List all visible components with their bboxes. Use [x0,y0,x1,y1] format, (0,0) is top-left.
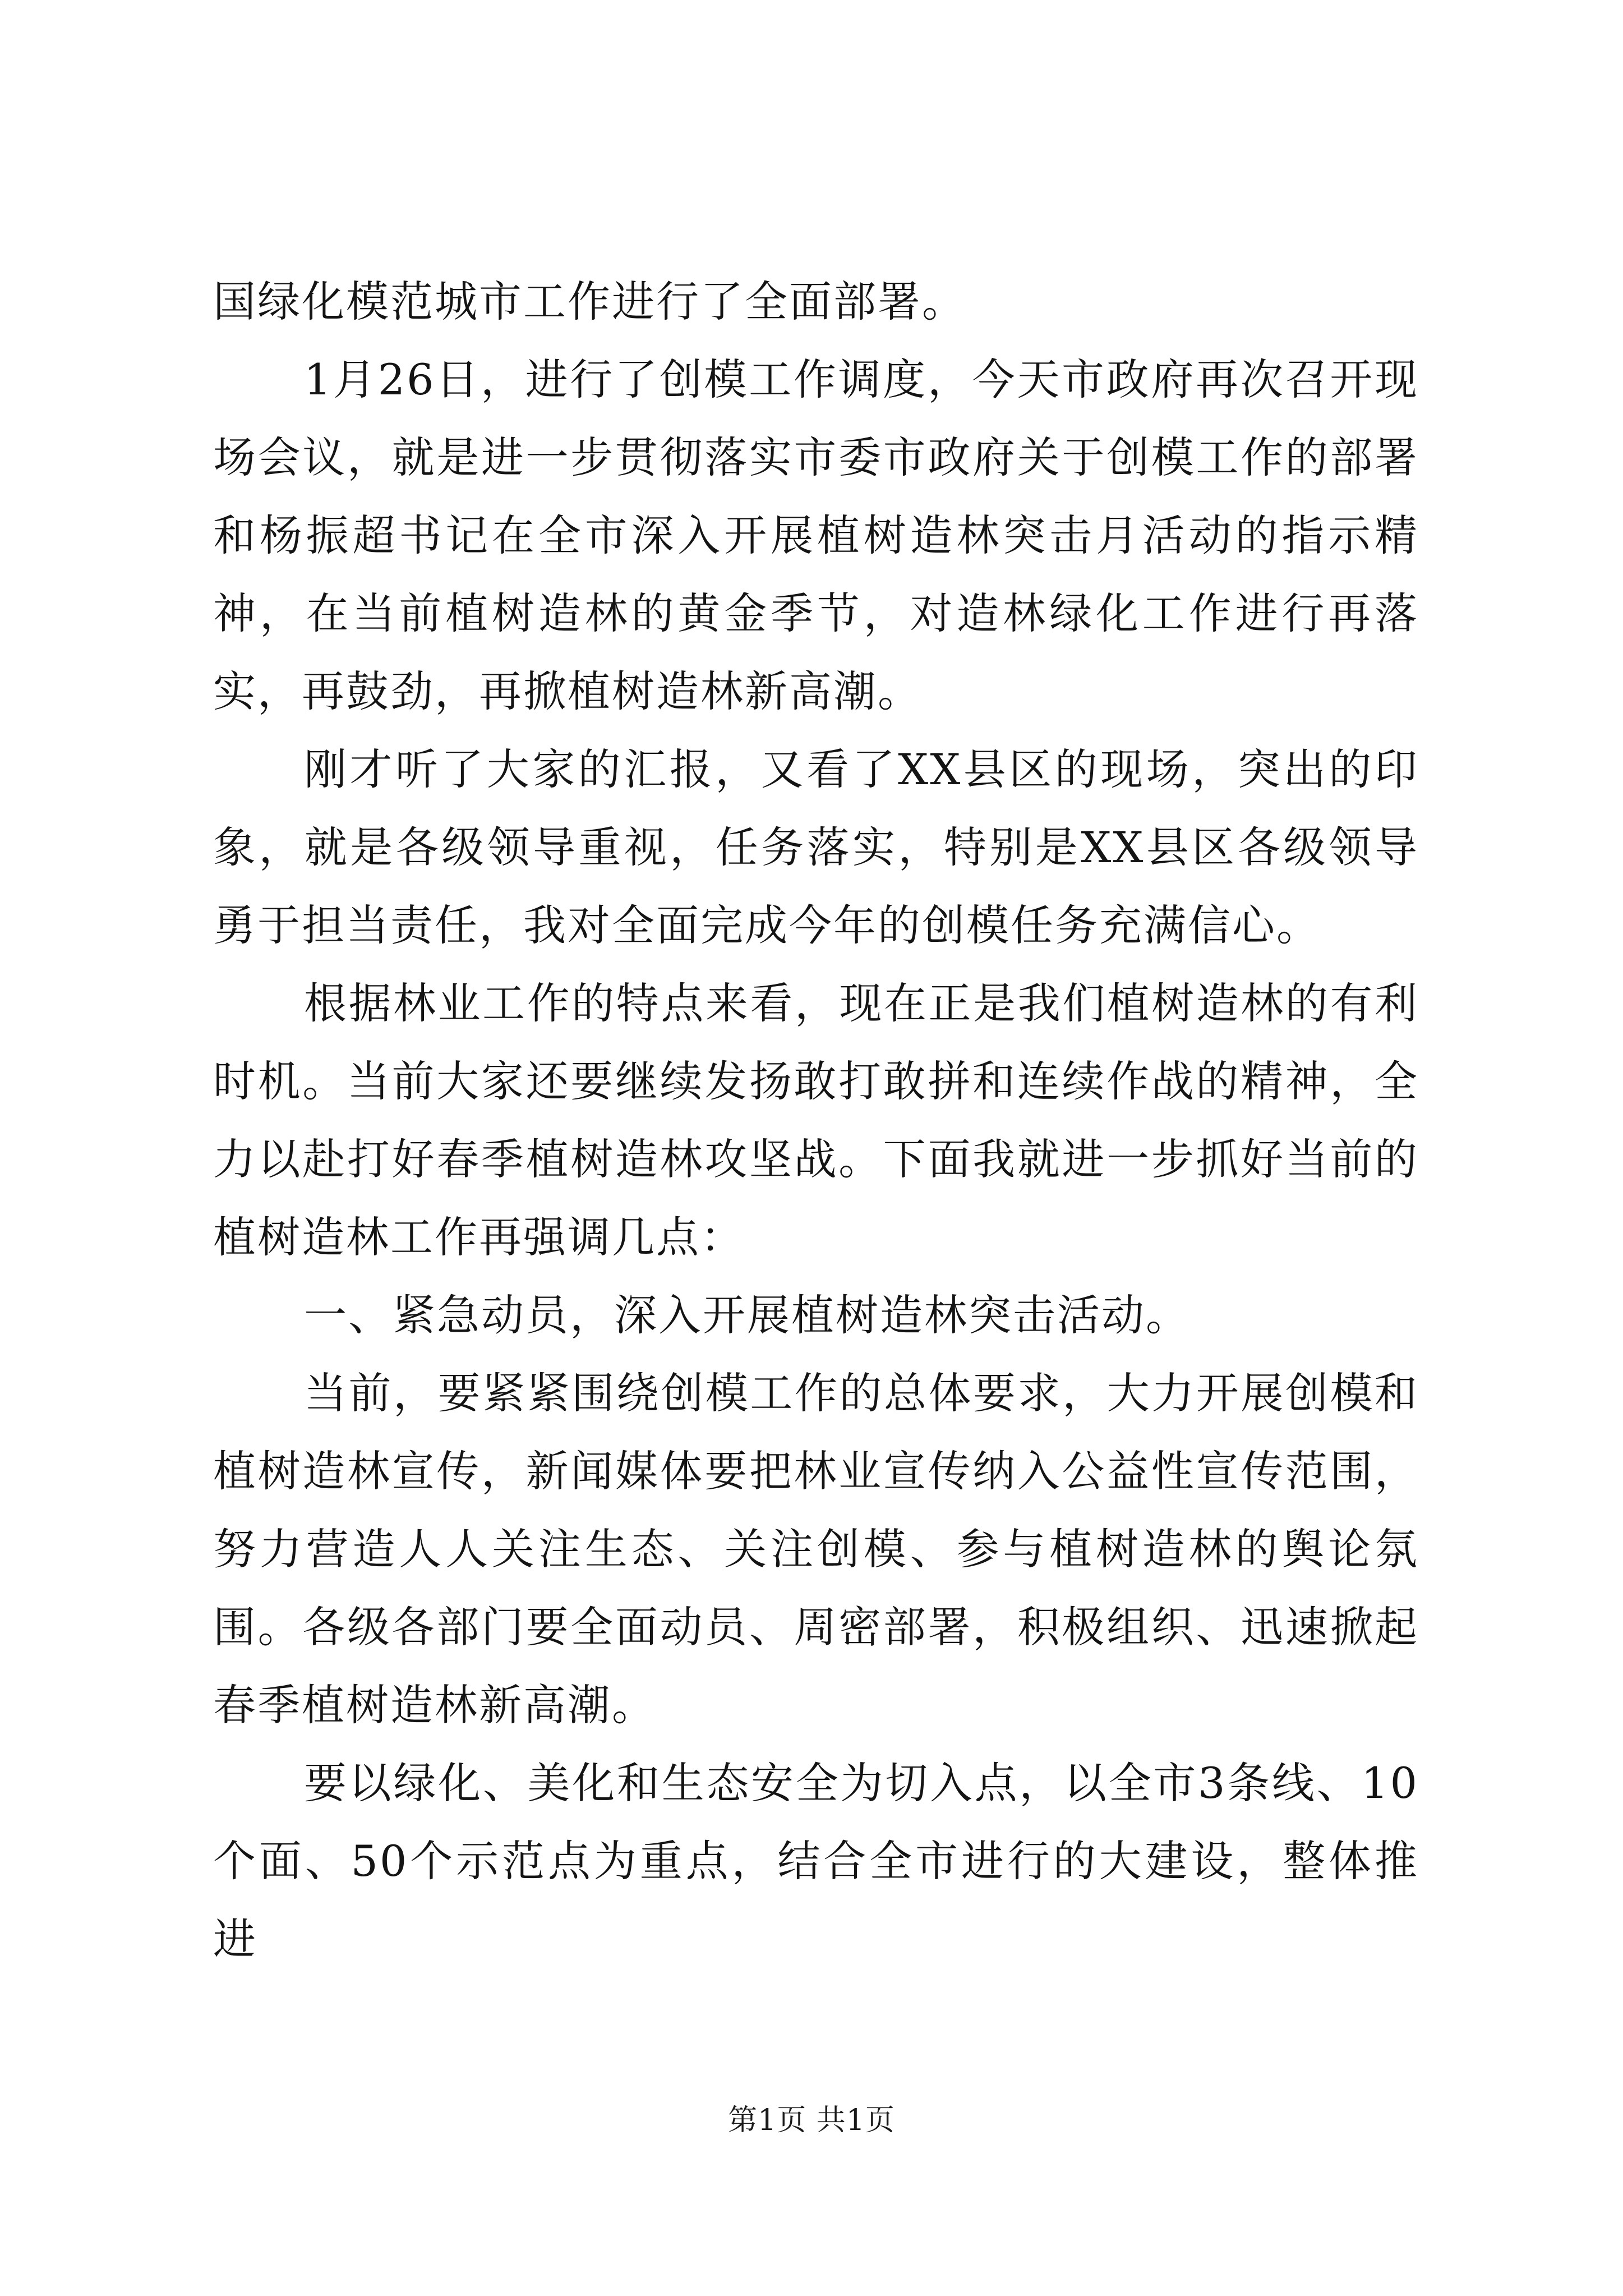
paragraph-4: 根据林业工作的特点来看，现在正是我们植树造林的有利时机。当前大家还要继续发扬敢打敢拼和连续作战的精神，全力以赴打好春季植树造林攻坚战。下面我就进一步抓好当前的植树造林工作再强调几点： [213,978,1419,1262]
paragraph-3: 刚才听了大家的汇报，又看了XX县区的现场，突出的印象，就是各级领导重视，任务落实，特别是XX县区各级领导勇于担当责任，我对全面完成今年的创模任务充满信心。 [213,744,1419,950]
section-heading-1: 一、紧急动员，深入开展植树造林突击活动。 [304,1290,1190,1340]
page-number-label: 第1页 共1页 [728,2104,895,2137]
page-footer [0,2101,1623,2140]
paragraph-2: 1月26日，进行了创模工作调度，今天市政府再次召开现场会议，就是进一步贯彻落实市委市政府关于创模工作的部署和杨振超书记在全市深入开展植树造林突击月活动的指示精神，在当前植树造林的黄金季节，对造林绿化工作进行再落实，再鼓劲，再掀植树造林新高潮。 [213,355,1419,716]
paragraph-5: 当前，要紧紧围绕创模工作的总体要求，大力开展创模和植树造林宣传，新闻媒体要把林业宣传纳入公益性宣传范围，努力营造人人关注生态、关注创模、参与植树造林的舆论氛围。各级各部门要全面动员、周密部署，积极组织、迅速掀起春季植树造林新高潮。 [213,1368,1419,1730]
document-body [213,263,1419,1978]
paragraph-1: 国绿化模范城市工作进行了全面部署。 [213,277,966,326]
paragraph-6: 要以绿化、美化和生态安全为切入点，以全市3条线、10个面、50个示范点为重点，结合全市进行的大建设，整体推进 [213,1758,1419,1964]
